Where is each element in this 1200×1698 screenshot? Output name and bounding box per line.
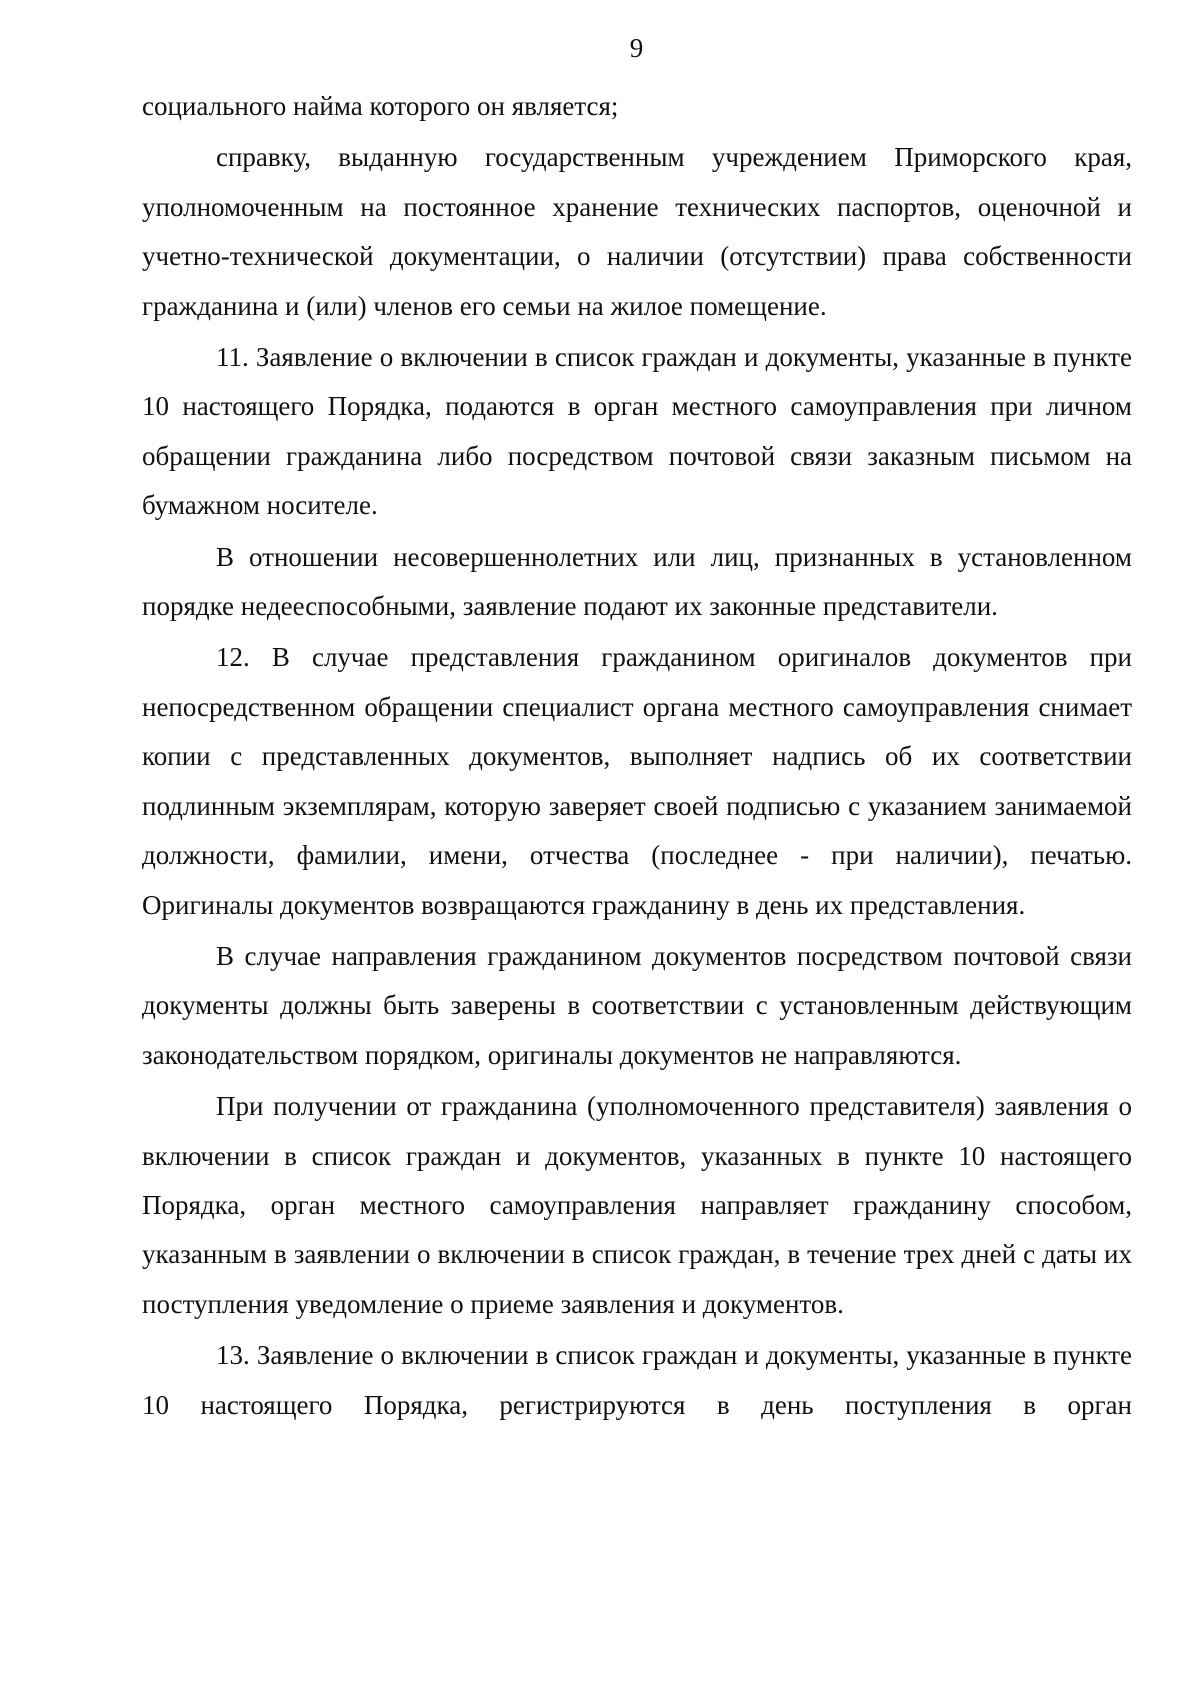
paragraph-minors: В отношении несовершеннолетних или лиц, признанных в установленном порядке недееспособными, заявление подают их законные представители.: [142, 541, 1132, 622]
paragraph-continuation: социального найма которого он является;: [142, 91, 619, 121]
paragraph-postal: В случае направления гражданином документов посредством почтовой связи документы должны быть заверены в соответствии с установленным действующим законодательством порядком, оригиналы документов не направляются.: [142, 940, 1132, 1070]
paragraph-certificate: справку, выданную государственным учреждением Приморского края, уполномоченным на постоянное хранение технических паспортов, оценочной и учетно-технической документации, о наличии (отсутствии) права собственности гражданина и (или) членов его семьи на жилое помещение.: [142, 142, 1132, 321]
paragraph-notification: При получении от гражданина (уполномоченного представителя) заявления о включении в список граждан и документов, указанных в пункте 10 настоящего Порядка, орган местного самоуправления направляет гражданину способом, указанным в заявлении о включении в список граждан, в течение трех дней с даты их поступления уведомление о приеме заявления и документов.: [142, 1091, 1132, 1319]
paragraph-item-12: 12. В случае представления гражданином оригиналов документов при непосредственном обращении специалист органа местного самоуправления снимает копии с представленных документов, выполняет надпись об их соответствии подлинным экземплярам, которую заверяет своей подписью с указанием занимаемой должности, фамилии, имени, отчества (последнее - при наличии), печатью. Оригиналы документов возвращаются гражданину в день их представления.: [142, 642, 1132, 920]
paragraph-item-13: 13. Заявление о включении в список граждан и документы, указанные в пункте 10 настоящего Порядка, регистрируются в день поступления в орган: [142, 1340, 1132, 1420]
document-body: [142, 82, 1132, 1430]
paragraph-item-11: 11. Заявление о включении в список граждан и документы, указанные в пункте 10 настоящего Порядка, подаются в орган местного самоуправления при личном обращении гражданина либо посредством почтовой связи заказным письмом на бумажном носителе.: [142, 342, 1132, 521]
page-number: 9: [629, 33, 644, 63]
